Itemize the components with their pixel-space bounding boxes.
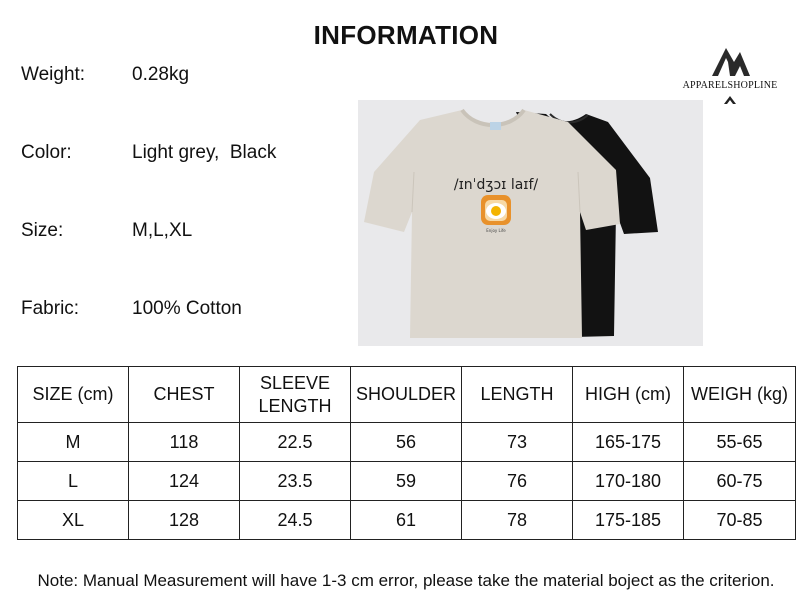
table-cell: 128 [129,501,240,540]
table-cell: 61 [351,501,462,540]
table-cell: 60-75 [684,462,796,501]
column-header: WEIGH (kg) [684,367,796,423]
table-cell: L [18,462,129,501]
column-header: SIZE (cm) [18,367,129,423]
column-header: HIGH (cm) [573,367,684,423]
tshirt-image [358,100,703,346]
table-cell: 118 [129,423,240,462]
brand-mountain-icon [678,42,782,80]
table-cell: 22.5 [240,423,351,462]
column-header: CHEST [129,367,240,423]
color-label: Color: [21,142,72,163]
table-cell: 70-85 [684,501,796,540]
table-row [18,462,796,501]
table-cell: XL [18,501,129,540]
size-chart-table [17,366,796,540]
brand-name: APPARELSHOPLINE [682,80,778,91]
print-small-text: Enjoy Life [486,228,506,233]
table-cell: M [18,423,129,462]
measurement-note: Note: Manual Measurement will have 1-3 cm error, please take the material boject as the criterion. [37,571,775,590]
brand-logo [678,42,782,106]
table-row [18,501,796,540]
table-cell: 24.5 [240,501,351,540]
table-cell: 23.5 [240,462,351,501]
table-cell: 78 [462,501,573,540]
table-cell: 165-175 [573,423,684,462]
product-photo [358,100,703,346]
page-title: INFORMATION [313,20,499,50]
table-cell: 55-65 [684,423,796,462]
column-header: SLEEVE LENGTH [240,367,351,423]
table-cell: 170-180 [573,462,684,501]
size-label: Size: [21,220,64,241]
weight-label: Weight: [21,64,86,85]
weight-value: 0.28kg [132,64,190,85]
size-value: M,L,XL [132,220,193,241]
print-phonetic-text: /ɪnˈdʒɔɪ laɪf/ [453,177,539,193]
table-cell: 73 [462,423,573,462]
brand-small-mark-icon [723,95,737,105]
color-value: Light grey, Black [132,142,277,163]
table-header-row [18,367,796,423]
table-cell: 59 [351,462,462,501]
table-row [18,423,796,462]
table-cell: 124 [129,462,240,501]
fabric-label: Fabric: [21,298,80,319]
table-cell: 56 [351,423,462,462]
table-cell: 76 [462,462,573,501]
fabric-value: 100% Cotton [132,298,242,319]
table-cell: 175-185 [573,501,684,540]
column-header: LENGTH [462,367,573,423]
column-header: SHOULDER [351,367,462,423]
